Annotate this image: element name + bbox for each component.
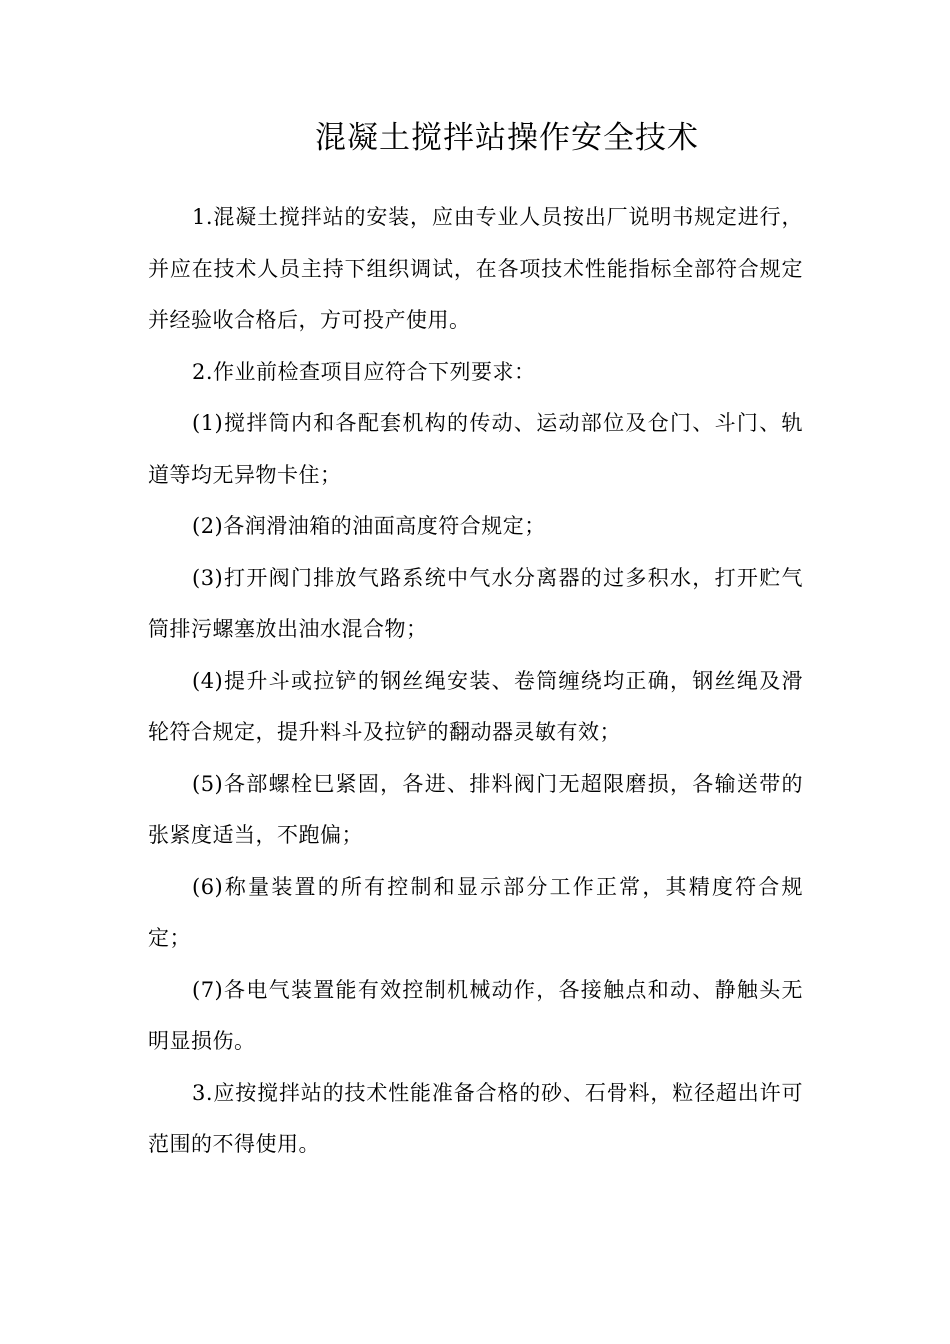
paragraph-2: 2.作业前检查项目应符合下列要求：: [192, 359, 536, 384]
paragraph-2-item-2: (2)各润滑油箱的油面高度符合规定；: [192, 514, 546, 538]
document-title: 混凝土搅拌站操作安全技术: [315, 120, 699, 156]
paragraph-1: 1.混凝土搅拌站的安装，应由专业人员按出厂说明书规定进行，并应在技术人员主持下组织调试，在各项技术性能指标全部符合规定并经验收合格后，方可投产使用。: [148, 205, 803, 332]
paragraph-2-item-7: (7)各电气装置能有效控制机械动作，各接触点和动、静触头无明显损伤。: [148, 977, 803, 1053]
paragraph-3: 3.应按搅拌站的技术性能准备合格的砂、石骨料，粒径超出许可范围的不得使用。: [148, 1080, 803, 1156]
paragraph-2-item-5: (5)各部螺栓巳紧固，各进、排料阀门无超限磨损，各输送带的张紧度适当，不跑偏；: [148, 771, 803, 847]
document-body: [148, 192, 803, 1171]
paragraph-2-item-4: (4)提升斗或拉铲的钢丝绳安装、卷筒缠绕均正确，钢丝绳及滑轮符合规定，提升料斗及拉铲的翻动器灵敏有效；: [148, 668, 803, 744]
paragraph-2-item-3: (3)打开阀门排放气路系统中气水分离器的过多积水，打开贮气筒排污螺塞放出油水混合物；: [148, 565, 803, 641]
paragraph-2-item-6: (6)称量装置的所有控制和显示部分工作正常，其精度符合规定；: [148, 874, 803, 950]
paragraph-2-item-1: (1)搅拌筒内和各配套机构的传动、运动部位及仓门、斗门、轨道等均无异物卡住；: [148, 411, 803, 487]
